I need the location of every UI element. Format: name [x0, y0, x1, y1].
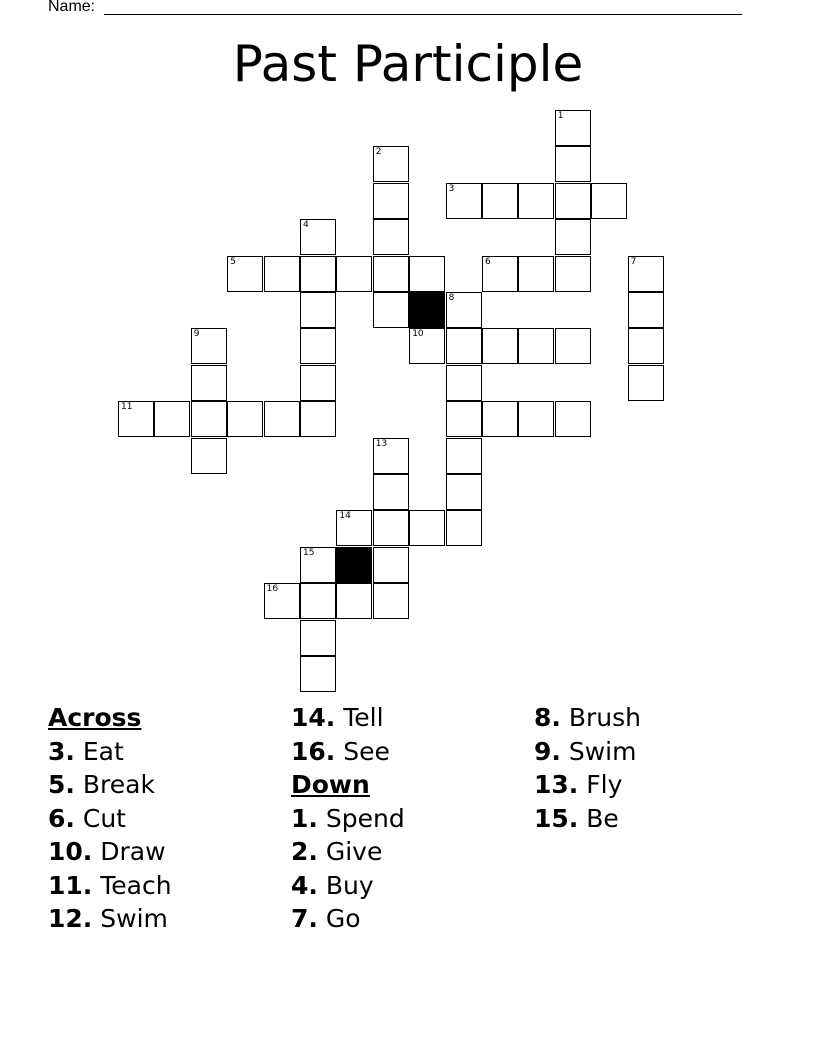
clue-item-number: 12. [48, 904, 93, 933]
clue-item-number: 13. [534, 770, 579, 799]
clue-item-text: Go [325, 904, 361, 933]
grid-cell[interactable] [336, 510, 372, 546]
clue-number: 9 [193, 329, 200, 340]
clue-item-text: Cut [82, 803, 126, 833]
clue-item-number: 8. [534, 703, 561, 732]
clue-item [534, 802, 641, 836]
grid-cell[interactable] [300, 547, 336, 583]
grid-cell[interactable] [300, 656, 336, 692]
grid-cell[interactable] [446, 328, 482, 364]
clue-item [534, 768, 641, 802]
clue-column-3 [534, 701, 641, 835]
clue-item-text: Break [82, 770, 155, 799]
clue-number: 13 [375, 438, 388, 449]
clue-item [291, 835, 405, 869]
grid-cell[interactable] [628, 328, 664, 364]
clue-item [291, 902, 405, 936]
clue-item-number: 10. [48, 837, 93, 866]
grid-cell[interactable] [154, 401, 190, 437]
grid-cell[interactable] [482, 328, 518, 364]
clue-item-number: 15. [534, 803, 579, 833]
grid-cell[interactable] [191, 438, 227, 474]
grid-cell[interactable] [300, 328, 336, 364]
clue-item [291, 869, 405, 903]
grid-cell[interactable] [555, 146, 591, 182]
grid-cell[interactable] [300, 401, 336, 437]
grid-cell[interactable] [482, 183, 518, 219]
clue-item-text: Spend [325, 803, 405, 833]
grid-cell[interactable] [446, 474, 482, 510]
clue-item-text: Eat [82, 736, 124, 766]
grid-cell[interactable] [300, 583, 336, 619]
clue-number: 5 [230, 256, 236, 267]
grid-cell[interactable] [555, 401, 591, 437]
clue-item-text: Brush [568, 703, 642, 732]
grid-cell[interactable] [555, 328, 591, 364]
black-square [409, 292, 445, 328]
clue-item-text: Be [586, 803, 619, 833]
clue-heading: Across [48, 703, 142, 732]
clue-item-number: 4. [291, 870, 318, 900]
grid-cell[interactable] [518, 183, 554, 219]
grid-cell[interactable] [373, 219, 409, 255]
clue-number: 3 [448, 183, 455, 194]
grid-cell[interactable] [227, 256, 263, 292]
clue-number: 14 [339, 511, 351, 522]
clue-item [291, 701, 405, 735]
grid-cell[interactable] [191, 401, 227, 437]
clue-number: 6 [485, 256, 491, 267]
grid-cell[interactable] [628, 292, 664, 328]
clue-item-number: 14. [291, 703, 336, 732]
clue-item-number: 16. [291, 736, 336, 766]
grid-cell[interactable] [373, 547, 409, 583]
grid-cell[interactable] [336, 256, 372, 292]
clue-item-number: 2. [291, 837, 318, 866]
grid-cell[interactable] [227, 401, 263, 437]
clue-item [48, 802, 172, 836]
clue-item-number: 6. [48, 803, 75, 833]
clue-item-number: 3. [48, 736, 75, 766]
clue-item-text: Swim [100, 904, 168, 933]
grid-cell[interactable] [373, 146, 409, 182]
clue-item [534, 701, 641, 735]
grid-cell[interactable] [628, 256, 664, 292]
clue-heading: Down [291, 770, 370, 799]
page-title: Past Participle [232, 35, 584, 93]
clue-item [291, 802, 405, 836]
grid-cell[interactable] [264, 401, 300, 437]
grid-cell[interactable] [191, 365, 227, 401]
clue-item-text: Give [325, 837, 383, 866]
grid-cell[interactable] [300, 365, 336, 401]
grid-cell[interactable] [336, 583, 372, 619]
clue-number: 11 [121, 402, 133, 413]
clue-column-2 [291, 701, 405, 936]
grid-cell[interactable] [300, 292, 336, 328]
clue-item-text: Teach [100, 870, 172, 900]
grid-cell[interactable] [482, 401, 518, 437]
grid-cell[interactable] [555, 256, 591, 292]
grid-cell[interactable] [591, 183, 627, 219]
grid-cell[interactable] [191, 328, 227, 364]
grid-cell[interactable] [446, 365, 482, 401]
grid-cell[interactable] [555, 183, 591, 219]
grid-cell[interactable] [518, 401, 554, 437]
clue-item-text: Swim [568, 736, 637, 766]
clue-item-number: 11. [48, 870, 93, 900]
clue-column-1 [48, 701, 172, 936]
grid-cell[interactable] [264, 256, 300, 292]
clue-number: 10 [412, 329, 424, 340]
grid-cell[interactable] [373, 474, 409, 510]
grid-cell[interactable] [446, 510, 482, 546]
grid-cell[interactable] [373, 183, 409, 219]
grid-cell[interactable] [373, 510, 409, 546]
clue-item-text: Draw [100, 837, 166, 866]
grid-cell[interactable] [373, 583, 409, 619]
clue-number: 8 [448, 293, 455, 303]
clue-item-text: Fly [586, 770, 623, 799]
grid-cell[interactable] [555, 110, 591, 146]
grid-cell[interactable] [518, 328, 554, 364]
grid-cell[interactable] [118, 401, 154, 437]
grid-cell[interactable] [555, 219, 591, 255]
clue-item [534, 735, 641, 769]
grid-cell[interactable] [409, 510, 445, 546]
grid-cell[interactable] [446, 292, 482, 328]
grid-cell[interactable] [409, 256, 445, 292]
clue-item [48, 735, 172, 769]
name-label: Name: [48, 0, 96, 15]
clue-item-number: 1. [291, 803, 318, 833]
clue-item [48, 869, 172, 903]
clue-number: 2 [375, 147, 382, 158]
black-square [336, 547, 372, 583]
clue-item [48, 768, 172, 802]
grid-cell[interactable] [446, 183, 482, 219]
clue-item [291, 735, 405, 769]
grid-cell[interactable] [446, 401, 482, 437]
grid-cell[interactable] [264, 583, 300, 619]
clue-item-text: Buy [325, 870, 374, 900]
clue-item-text: Tell [343, 703, 384, 732]
clue-item [48, 835, 172, 869]
clue-number: 1 [557, 111, 564, 121]
grid-cell[interactable] [300, 256, 336, 292]
grid-cell[interactable] [373, 292, 409, 328]
grid-cell[interactable] [300, 620, 336, 656]
grid-cell[interactable] [628, 365, 664, 401]
clue-item-text: See [343, 736, 390, 766]
clue-item-number: 9. [534, 736, 561, 766]
clue-item-number: 7. [291, 904, 318, 933]
clue-number: 4 [303, 220, 309, 231]
grid-cell[interactable] [373, 438, 409, 474]
clue-number: 16 [266, 584, 279, 595]
grid-cell[interactable] [518, 256, 554, 292]
clue-item-number: 5. [48, 770, 75, 799]
clue-number: 7 [630, 256, 637, 267]
clue-item [48, 902, 172, 936]
clue-number: 15 [303, 547, 315, 558]
grid-cell[interactable] [482, 256, 518, 292]
grid-cell[interactable] [409, 328, 445, 364]
grid-cell[interactable] [373, 256, 409, 292]
grid-cell[interactable] [300, 219, 336, 255]
grid-cell[interactable] [446, 438, 482, 474]
